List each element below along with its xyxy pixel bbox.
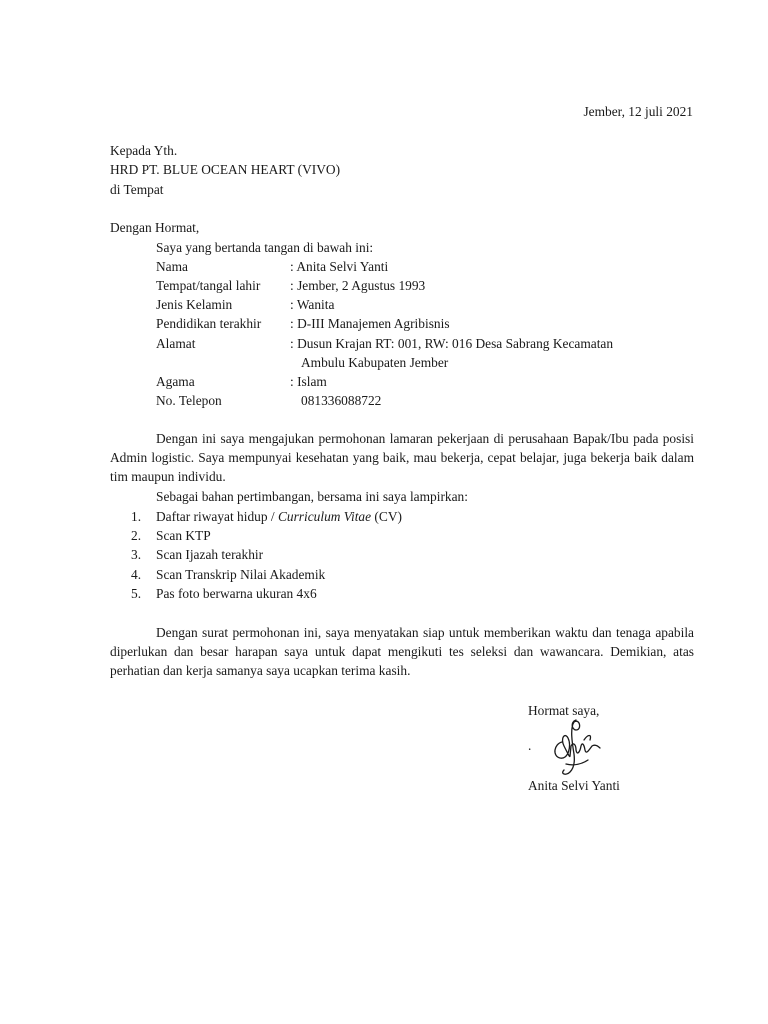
closing-salutation: Hormat saya, <box>528 703 600 718</box>
field-value-religion: : Islam <box>290 374 327 389</box>
list-item: Scan KTP <box>156 528 211 543</box>
field-label-phone: No. Telepon <box>156 393 222 408</box>
signature-image <box>540 716 610 778</box>
list-item-italic: Curriculum Vitae <box>277 509 372 524</box>
signature-dot: . <box>528 738 532 753</box>
list-number: 5. <box>131 586 142 601</box>
list-item: Scan Transkrip Nilai Akademik <box>156 567 326 582</box>
list-item <box>156 507 402 526</box>
recipient-line-3: di Tempat <box>110 182 164 197</box>
field-value-gender: : Wanita <box>290 297 335 312</box>
signer-name: Anita Selvi Yanti <box>528 778 620 793</box>
field-value-ttl: : Jember, 2 Agustus 1993 <box>290 278 426 293</box>
recipient-line-1: Kepada Yth. <box>110 143 178 158</box>
body-paragraph-2-text: Dengan surat permohonan ini, saya menyatakan siap untuk memberikan waktu dan tenaga apabila diperlukan dan besar harapan saya untuk dapat mengikuti tes seleksi dan wawancara. Demikian, atas perhatian dan kerja samanya saya ucapkan terima kasih. <box>110 625 694 678</box>
field-label-ttl: Tempat/tangal lahir <box>156 278 261 293</box>
letter-date: Jember, 12 juli 2021 <box>583 104 693 119</box>
field-value-education: : D-III Manajemen Agribisnis <box>290 316 450 331</box>
field-value-address: : Dusun Krajan RT: 001, RW: 016 Desa Sabrang Kecamatan <box>290 336 614 351</box>
list-number: 3. <box>131 547 142 562</box>
field-label-education: Pendidikan terakhir <box>156 316 262 331</box>
list-item-suffix: (CV) <box>371 509 402 524</box>
list-number: 4. <box>131 567 142 582</box>
body-paragraph-1-text: Dengan ini saya mengajukan permohonan lamaran pekerjaan di perusahaan Bapak/Ibu pada posisi Admin logistic. Saya mempunyai kesehatan yang baik, mau bekerja, cepat belajar, juga bekerja baik dalam tim maupun individu. <box>110 431 694 484</box>
list-item: Scan Ijazah terakhir <box>156 547 264 562</box>
field-label-religion: Agama <box>156 374 195 389</box>
list-number: 1. <box>131 509 142 524</box>
greeting: Dengan Hormat, <box>110 220 200 235</box>
body-paragraph-1 <box>110 429 694 486</box>
field-value-address-line2: Ambulu Kabupaten Jember <box>301 355 449 370</box>
recipient-line-2: HRD PT. BLUE OCEAN HEART (VIVO) <box>110 162 341 177</box>
list-item-text: Daftar riwayat hidup / <box>156 509 278 524</box>
attachments-intro: Sebagai bahan pertimbangan, bersama ini saya lampirkan: <box>156 489 468 504</box>
list-item: Pas foto berwarna ukuran 4x6 <box>156 586 317 601</box>
field-label-nama: Nama <box>156 259 188 274</box>
intro-text: Saya yang bertanda tangan di bawah ini: <box>156 240 374 255</box>
field-label-gender: Jenis Kelamin <box>156 297 233 312</box>
list-number: 2. <box>131 528 142 543</box>
field-label-address: Alamat <box>156 336 196 351</box>
field-value-nama: : Anita Selvi Yanti <box>290 259 389 274</box>
body-paragraph-2 <box>110 623 694 680</box>
field-value-phone: 081336088722 <box>301 393 382 408</box>
